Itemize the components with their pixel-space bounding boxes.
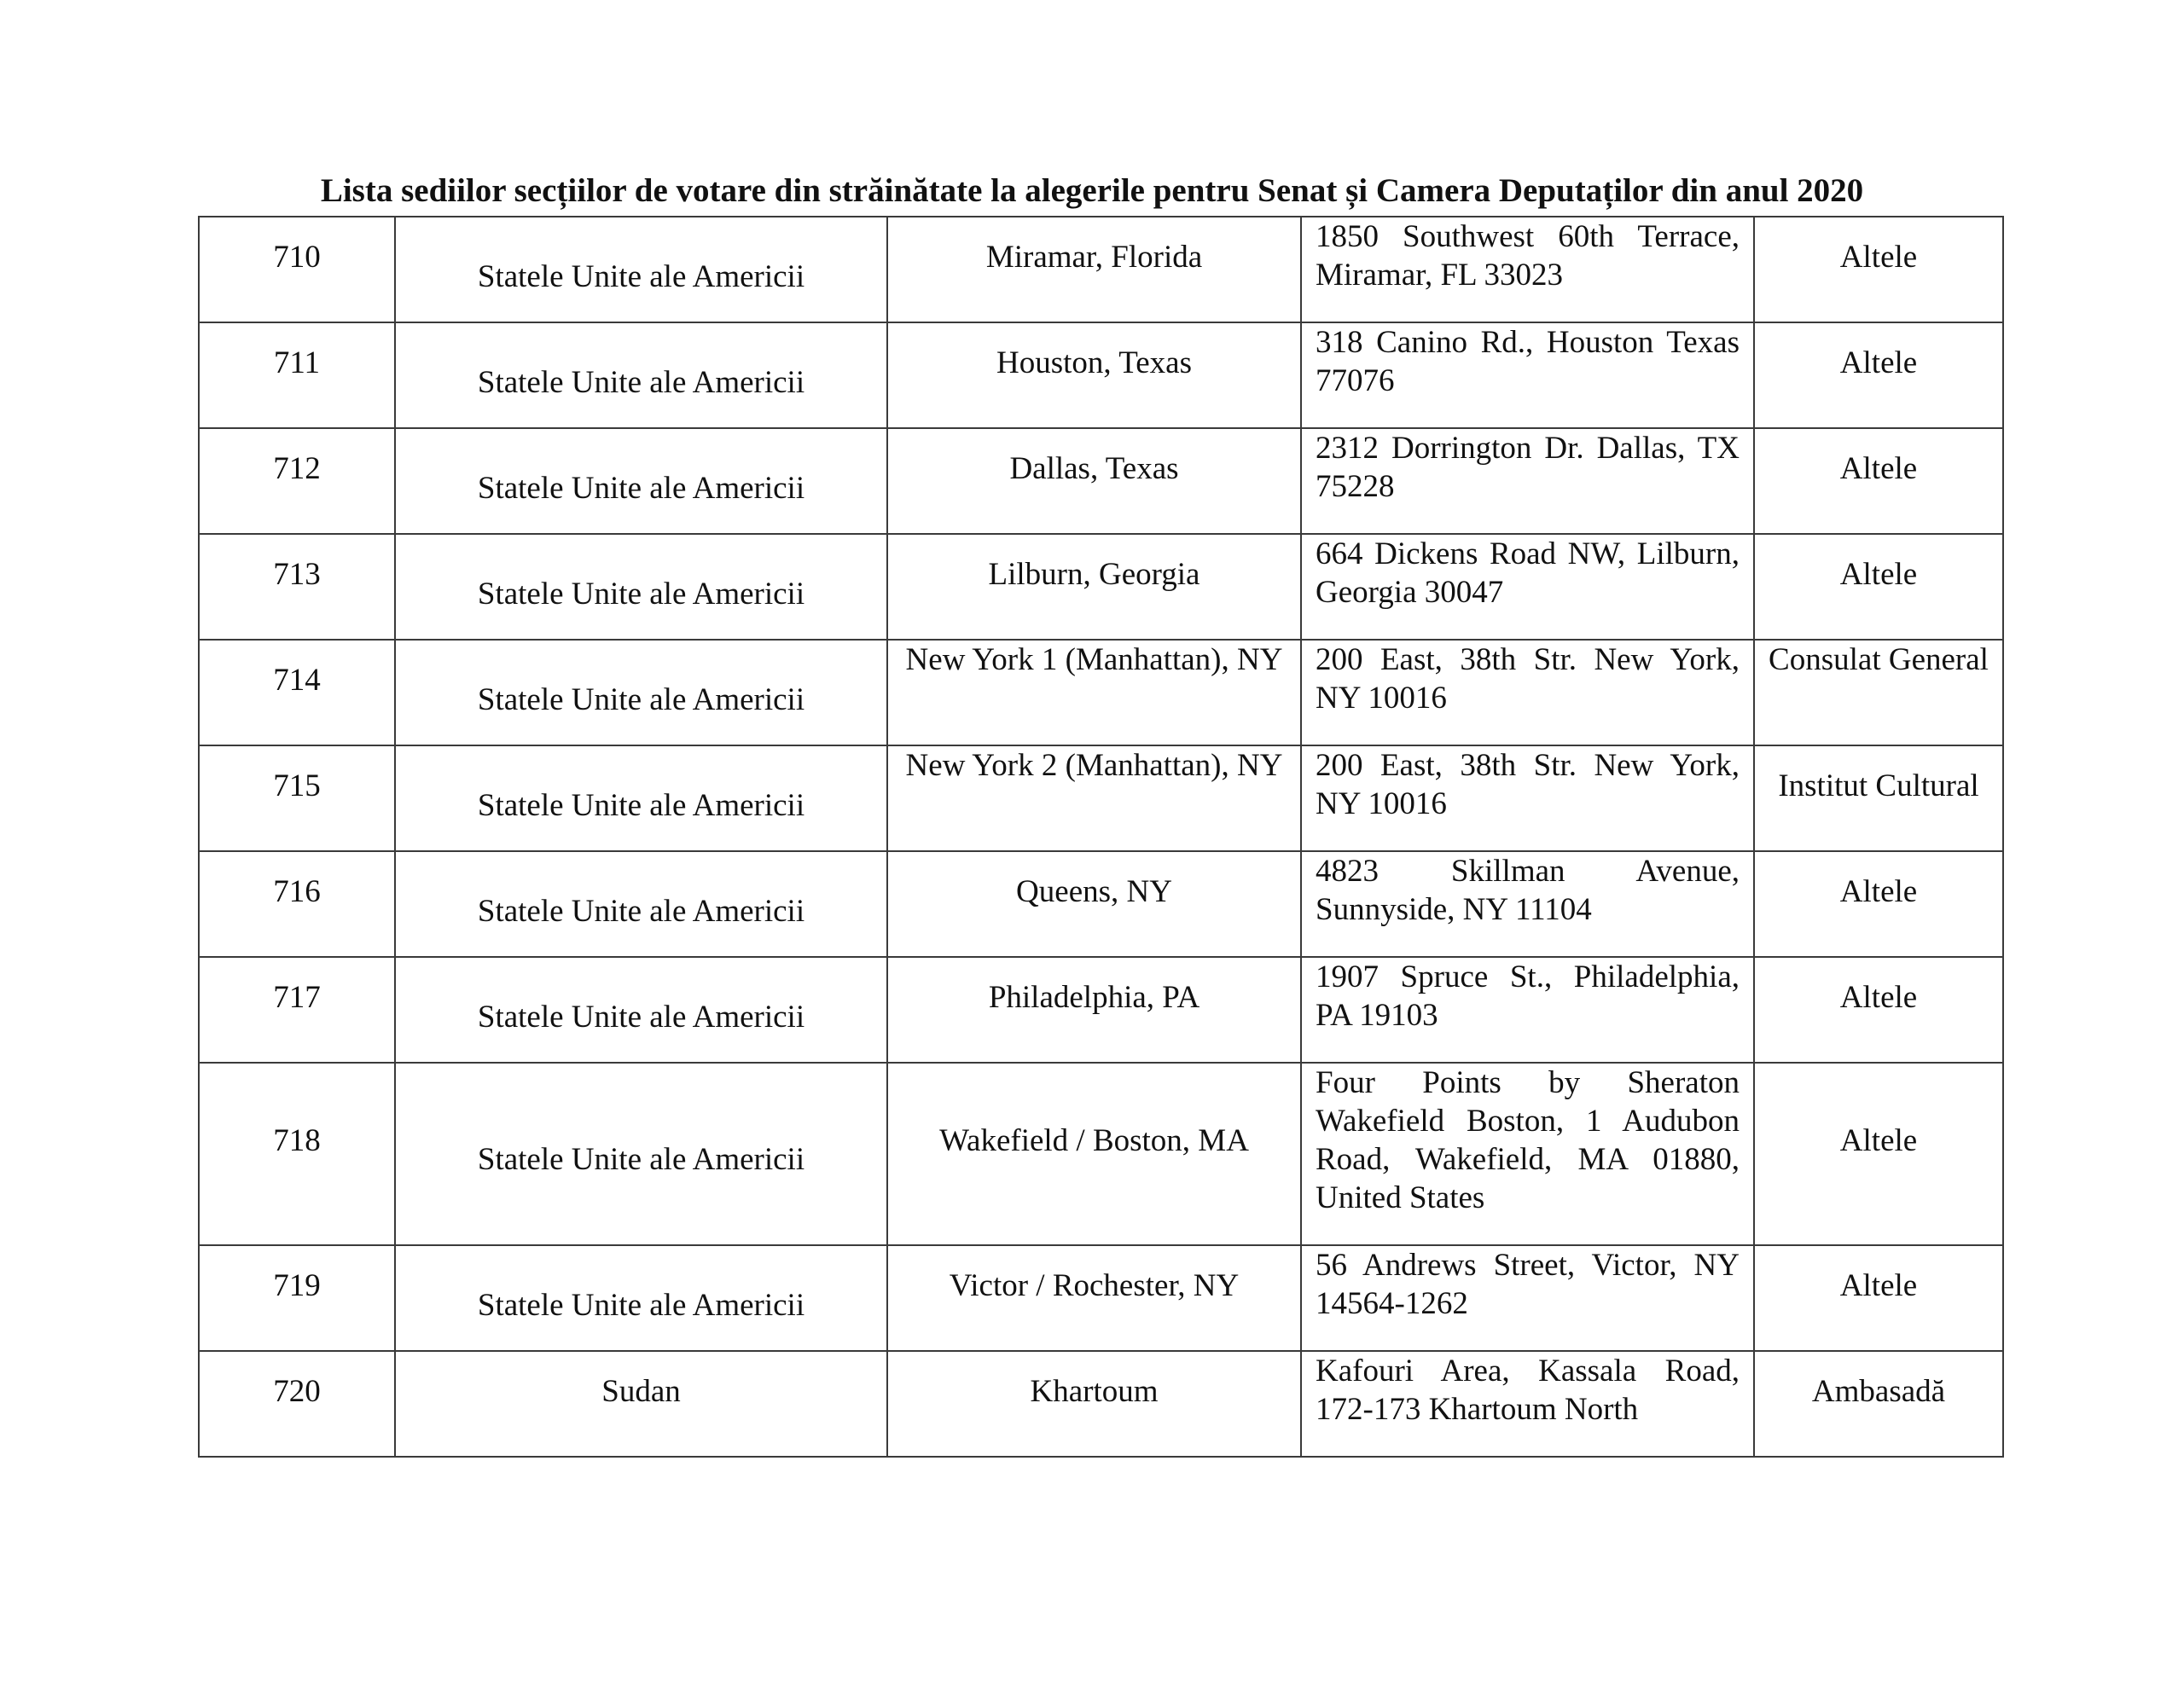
cell-number: 719 — [199, 1245, 395, 1351]
cell-type: Altele — [1754, 1063, 2003, 1245]
cell-city: Miramar, Florida — [887, 217, 1301, 322]
cell-address: 200 East, 38th Str. New York, NY 10016 — [1301, 640, 1754, 745]
polling-stations-table — [198, 216, 2004, 1458]
cell-country: Statele Unite ale Americii — [395, 534, 887, 640]
cell-type: Consulat General — [1754, 640, 2003, 745]
cell-city: Victor / Rochester, NY — [887, 1245, 1301, 1351]
cell-country: Statele Unite ale Americii — [395, 957, 887, 1063]
cell-address: 1907 Spruce St., Philadelphia, PA 19103 — [1301, 957, 1754, 1063]
cell-number: 710 — [199, 217, 395, 322]
page-title: Lista sediilor secțiilor de votare din străinătate la alegerile pentru Senat și Camera Deputaților din anul 2020 — [320, 172, 1864, 209]
cell-country: Statele Unite ale Americii — [395, 322, 887, 428]
table-row — [199, 322, 2003, 428]
cell-country: Statele Unite ale Americii — [395, 217, 887, 322]
table-row — [199, 1351, 2003, 1457]
cell-type: Altele — [1754, 957, 2003, 1063]
cell-type: Institut Cultural — [1754, 745, 2003, 851]
cell-type: Altele — [1754, 1245, 2003, 1351]
cell-number: 714 — [199, 640, 395, 745]
cell-country: Sudan — [395, 1351, 887, 1457]
cell-country: Statele Unite ale Americii — [395, 1063, 887, 1245]
cell-address: 56 Andrews Street, Victor, NY 14564-1262 — [1301, 1245, 1754, 1351]
cell-country: Statele Unite ale Americii — [395, 640, 887, 745]
cell-type: Altele — [1754, 217, 2003, 322]
cell-country: Statele Unite ale Americii — [395, 851, 887, 957]
cell-type: Altele — [1754, 851, 2003, 957]
cell-type: Altele — [1754, 322, 2003, 428]
table-row — [199, 957, 2003, 1063]
cell-country: Statele Unite ale Americii — [395, 428, 887, 534]
table-row — [199, 428, 2003, 534]
cell-city: Houston, Texas — [887, 322, 1301, 428]
cell-city: New York 1 (Manhattan), NY — [887, 640, 1301, 745]
cell-city: Philadelphia, PA — [887, 957, 1301, 1063]
table-row — [199, 640, 2003, 745]
cell-address: 200 East, 38th Str. New York, NY 10016 — [1301, 745, 1754, 851]
cell-number: 716 — [199, 851, 395, 957]
cell-city: Queens, NY — [887, 851, 1301, 957]
cell-address: 318 Canino Rd., Houston Texas 77076 — [1301, 322, 1754, 428]
cell-address: 664 Dickens Road NW, Lilburn, Georgia 30047 — [1301, 534, 1754, 640]
cell-number: 713 — [199, 534, 395, 640]
cell-country: Statele Unite ale Americii — [395, 745, 887, 851]
cell-address: 4823 Skillman Avenue, Sunnyside, NY 11104 — [1301, 851, 1754, 957]
cell-address: 2312 Dorrington Dr. Dallas, TX 75228 — [1301, 428, 1754, 534]
cell-city: New York 2 (Manhattan), NY — [887, 745, 1301, 851]
cell-number: 717 — [199, 957, 395, 1063]
cell-number: 720 — [199, 1351, 395, 1457]
cell-number: 711 — [199, 322, 395, 428]
table-row — [199, 745, 2003, 851]
table-row — [199, 851, 2003, 957]
cell-city: Khartoum — [887, 1351, 1301, 1457]
table-row — [199, 534, 2003, 640]
cell-city: Dallas, Texas — [887, 428, 1301, 534]
cell-number: 718 — [199, 1063, 395, 1245]
table-row — [199, 1063, 2003, 1245]
cell-city: Lilburn, Georgia — [887, 534, 1301, 640]
cell-type: Altele — [1754, 534, 2003, 640]
cell-type: Ambasadă — [1754, 1351, 2003, 1457]
cell-number: 715 — [199, 745, 395, 851]
cell-number: 712 — [199, 428, 395, 534]
cell-country: Statele Unite ale Americii — [395, 1245, 887, 1351]
cell-address: Kafouri Area, Kassala Road, 172-173 Khartoum North — [1301, 1351, 1754, 1457]
cell-city: Wakefield / Boston, MA — [887, 1063, 1301, 1245]
cell-address: Four Points by Sheraton Wakefield Boston, 1 Audubon Road, Wakefield, MA 01880, United States — [1301, 1063, 1754, 1245]
table-row — [199, 217, 2003, 322]
cell-address: 1850 Southwest 60th Terrace, Miramar, FL 33023 — [1301, 217, 1754, 322]
cell-type: Altele — [1754, 428, 2003, 534]
table-row — [199, 1245, 2003, 1351]
